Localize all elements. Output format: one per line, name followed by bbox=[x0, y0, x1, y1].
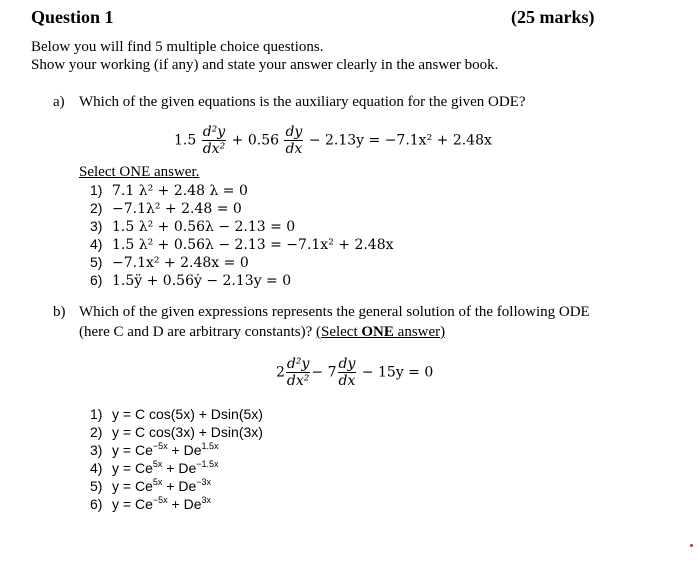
option-number: 1) bbox=[90, 182, 103, 198]
ode-b-den1: dx² bbox=[286, 373, 310, 389]
option-term-c: y = Ce bbox=[112, 496, 153, 512]
ode-b-first-derivative bbox=[338, 357, 357, 388]
ode-a-second-derivative bbox=[202, 125, 226, 156]
exponent: −5x bbox=[152, 495, 168, 505]
option-number: 3) bbox=[90, 442, 103, 458]
marks-label: (25 marks) bbox=[511, 7, 595, 27]
option-text: 1.5 λ² + 0.56λ − 2.13 = −7.1x² + 2.48x bbox=[112, 237, 394, 253]
option-term-d: + De bbox=[167, 442, 202, 458]
option-term-c: y = Ce bbox=[112, 460, 153, 476]
option-term-d: + De bbox=[167, 496, 202, 512]
option-text: 7.1 λ² + 2.48 λ = 0 bbox=[112, 183, 248, 199]
part-b-question-line-1: Which of the given expressions represents the general solution of the following ODE bbox=[79, 304, 590, 320]
exponent: 1.5x bbox=[201, 441, 219, 451]
option-term-d: + De bbox=[162, 478, 197, 494]
option-b-1 bbox=[90, 405, 263, 423]
option-term-c: y = Ce bbox=[112, 478, 153, 494]
part-a-question: Which of the given equations is the auxiliary equation for the given ODE? bbox=[79, 94, 526, 110]
intro-line-1: Below you will find 5 multiple choice questions. bbox=[31, 39, 324, 55]
part-a-label: a) bbox=[53, 94, 65, 110]
ode-b-coef: 2 bbox=[276, 364, 285, 381]
part-b-instruction-b: answer) bbox=[393, 324, 446, 340]
option-a-3 bbox=[90, 217, 394, 235]
option-term-d: + De bbox=[162, 460, 197, 476]
option-text: y = C cos(5x) + Dsin(5x) bbox=[112, 406, 263, 422]
option-b-2 bbox=[90, 423, 263, 441]
question-title: Question 1 bbox=[31, 7, 114, 27]
ode-a-num1: d²y bbox=[202, 124, 226, 140]
exponent: −3x bbox=[196, 477, 211, 487]
ode-b-num2: dy bbox=[338, 356, 356, 372]
exponent: −1.5x bbox=[196, 459, 219, 469]
option-number: 5) bbox=[90, 254, 103, 270]
option-number: 3) bbox=[90, 218, 103, 234]
option-number: 6) bbox=[90, 272, 103, 288]
option-text: 1.5 λ² + 0.56λ − 2.13 = 0 bbox=[112, 219, 296, 235]
ode-a-num2: dy bbox=[285, 124, 303, 140]
option-text: −7.1λ² + 2.48 = 0 bbox=[112, 201, 242, 217]
option-text: −7.1x² + 2.48x = 0 bbox=[112, 255, 249, 271]
exponent: 3x bbox=[201, 495, 211, 505]
option-number: 4) bbox=[90, 460, 103, 476]
exponent: 5x bbox=[152, 459, 163, 469]
part-b-ode bbox=[276, 357, 433, 388]
ode-b-second-derivative bbox=[286, 357, 310, 388]
option-number: 2) bbox=[90, 200, 103, 216]
option-a-2 bbox=[90, 199, 394, 217]
option-a-6 bbox=[90, 271, 394, 289]
option-text: 1.5ÿ + 0.56ẏ − 2.13y = 0 bbox=[112, 273, 292, 289]
ode-a-plus: + 0.56 bbox=[231, 132, 280, 149]
part-b-instruction bbox=[316, 324, 445, 340]
ode-b-minus: − 7 bbox=[311, 364, 337, 381]
stray-mark bbox=[690, 544, 693, 547]
option-term-c: y = Ce bbox=[112, 442, 153, 458]
ode-a-coef: 1.5 bbox=[174, 132, 197, 149]
option-a-4 bbox=[90, 235, 394, 253]
ode-a-rest: − 2.13y = −7.1x² + 2.48x bbox=[308, 132, 492, 149]
option-number: 4) bbox=[90, 236, 103, 252]
part-a-instruction: Select ONE answer. bbox=[79, 164, 200, 180]
ode-a-den2: dx bbox=[285, 141, 303, 157]
option-b-6 bbox=[90, 495, 263, 513]
ode-a-den1: dx² bbox=[202, 141, 226, 157]
exponent: −5x bbox=[152, 441, 168, 451]
option-b-3 bbox=[90, 441, 263, 459]
part-b-question-text: (here C and D are arbitrary constants)? bbox=[79, 324, 316, 340]
ode-b-rest: − 15y = 0 bbox=[361, 364, 434, 381]
ode-a-first-derivative bbox=[284, 125, 303, 156]
part-b-options bbox=[90, 405, 263, 513]
option-number: 5) bbox=[90, 478, 103, 494]
exponent: 5x bbox=[152, 477, 163, 487]
option-number: 2) bbox=[90, 424, 103, 440]
option-a-5 bbox=[90, 253, 394, 271]
option-b-4 bbox=[90, 459, 263, 477]
option-a-1 bbox=[90, 181, 394, 199]
part-b-instruction-a: (Select bbox=[315, 324, 362, 340]
part-b-label: b) bbox=[53, 304, 66, 320]
ode-b-num1: d²y bbox=[286, 356, 310, 372]
option-b-5 bbox=[90, 477, 263, 495]
part-b-question-line-2 bbox=[79, 324, 445, 341]
option-number: 1) bbox=[90, 406, 103, 422]
part-a-ode bbox=[174, 125, 492, 156]
intro-line-2: Show your working (if any) and state your answer clearly in the answer book. bbox=[31, 57, 499, 73]
part-a-options bbox=[90, 181, 394, 289]
option-text: y = C cos(3x) + Dsin(3x) bbox=[112, 424, 263, 440]
part-b-instruction-bold: ONE bbox=[361, 324, 394, 340]
ode-b-den2: dx bbox=[338, 373, 356, 389]
option-number: 6) bbox=[90, 496, 103, 512]
